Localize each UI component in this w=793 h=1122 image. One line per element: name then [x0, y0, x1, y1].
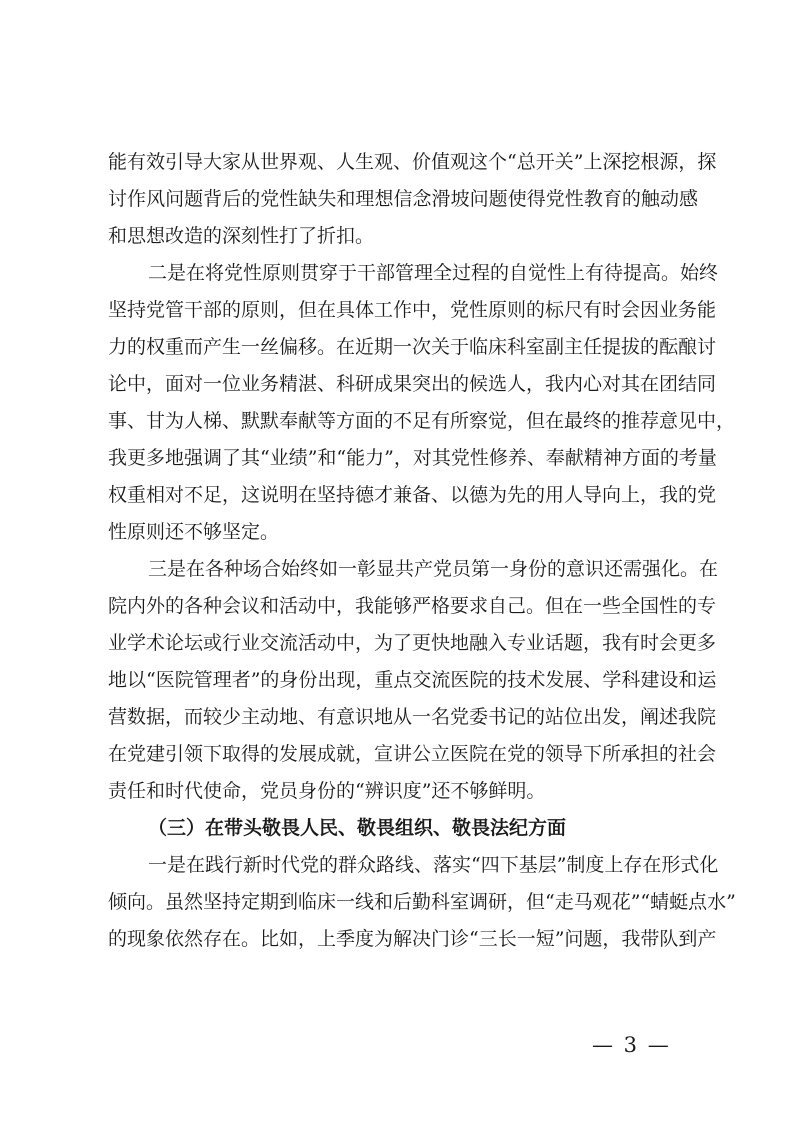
paragraph-mass-line [108, 847, 736, 958]
text-line: 责任和时代使命，党员身份的“辨识度”还不够鲜明。 [108, 780, 546, 802]
text-line: 能有效引导大家从世界观、人生观、价值观这个“总开关”上深挖根源，探 [108, 151, 717, 173]
document-body [108, 144, 736, 958]
paragraph-party-identity [108, 551, 719, 810]
text-line: 三是在各种场合始终如一彰显共产党员第一身份的意识还需强化。在 [148, 558, 719, 580]
text-line: 二是在将党性原则贯穿于干部管理全过程的自觉性上有待提高。始终 [148, 262, 719, 284]
paragraph-party-principle [108, 255, 736, 551]
text-line: 业学术论坛或行业交流活动中，为了更快地融入专业话题，我有时会更多 [108, 632, 717, 654]
text-line: 性原则还不够坚定。 [108, 521, 280, 543]
text-line: 的现象依然存在。比如，上季度为解决门诊“三长一短”问题，我带队到产 [108, 928, 717, 950]
text-line: 权重相对不足，这说明在坚持德才兼备、以德为先的用人导向上，我的党 [108, 484, 717, 506]
text-line: 营数据，而较少主动地、有意识地从一名党委书记的站位出发，阐述我院 [108, 706, 717, 728]
text-line: 讨作风问题背后的党性缺失和理想信念滑坡问题使得党性教育的触动感 [108, 188, 698, 210]
text-line: 在党建引领下取得的发展成就，宣讲公立医院在党的领导下所承担的社会 [108, 743, 717, 765]
text-line: 事、甘为人梯、默默奉献等方面的不足有所察觉，但在最终的推荐意见中， [108, 410, 736, 432]
text-line: 论中，面对一位业务精湛、科研成果突出的候选人，我内心对其在团结同 [108, 373, 717, 395]
paragraph-continuation [108, 144, 717, 255]
text-line: 和思想改造的深刻性打了折扣。 [108, 225, 375, 247]
text-line: 我更多地强调了其“业绩”和“能力”，对其党性修养、奉献精神方面的考量 [108, 447, 717, 469]
text-line: 一是在践行新时代党的群众路线、落实“四下基层”制度上存在形式化 [148, 854, 719, 876]
text-line: 坚持党管干部的原则，但在具体工作中，党性原则的标尺有时会因业务能 [108, 299, 717, 321]
text-line: 力的权重而产生一丝偏移。在近期一次关于临床科室副主任提拔的酝酿讨 [108, 336, 717, 358]
text-line: 倾向。虽然坚持定期到临床一线和后勤科室调研，但“走马观花”“蜻蜓点水” [108, 891, 736, 913]
text-line: 院内外的各种会议和活动中，我能够严格要求自己。但在一些全国性的专 [108, 595, 717, 617]
page-number: — 3 — [592, 1033, 671, 1057]
text-line: 地以“医院管理者”的身份出现，重点交流医院的技术发展、学科建设和运 [108, 669, 717, 691]
section-heading: （三）在带头敬畏人民、敬畏组织、敬畏法纪方面 [148, 817, 567, 839]
